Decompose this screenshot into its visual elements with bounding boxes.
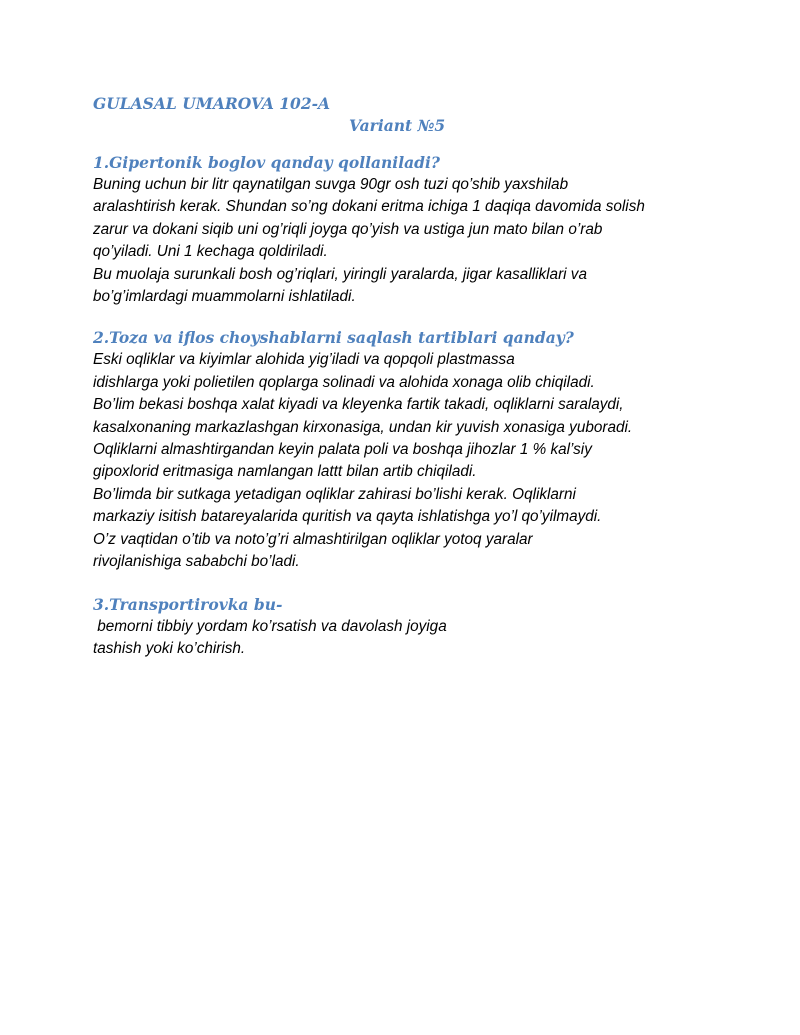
paragraph-line: Buning uchun bir litr qaynatilgan suvga 90gr osh tuzi qo’shib yaxshilab [93, 176, 569, 193]
paragraph-line: idishlarga yoki polietilen qoplarga solinadi va alohida xonaga olib chiqiladi. [93, 373, 595, 391]
paragraph-line: bo’g’imlardagi muammolarni ishlatiladi. [93, 288, 356, 306]
section-3-heading: 3.Transportirovka bu- [93, 594, 283, 614]
paragraph-line: kasalxonaning markazlashgan kirxonasiga, undan kir yuvish xonasiga yuboradi. [93, 418, 633, 436]
paragraph-line: aralashtirish kerak. Shundan so’ng dokani eritma ichiga 1 daqiqa davomida solish [93, 198, 645, 216]
paragraph-line: Eski oqliklar va kiyimlar alohida yig’iladi va qopqoli plastmassa [93, 351, 515, 369]
paragraph-line: rivojlanishiga sababchi bo’ladi. [93, 553, 300, 571]
paragraph-line: O’z vaqtidan o’tib va noto’g’ri almashtirilgan oqliklar yotoq yaralar [93, 530, 533, 548]
section-1-heading: 1.Gipertonik boglov qanday qollaniladi? [93, 153, 440, 172]
section-1-body [93, 174, 713, 308]
section-3-body [93, 616, 713, 661]
author-heading: GULASAL UMAROVA 102-A [93, 94, 331, 113]
paragraph-line: Bo’lim bekasi boshqa xalat kiyadi va kleyenka fartik takadi, oqliklarni saralaydi, [93, 396, 624, 414]
section-2-heading: 2.Toza va iflos choyshablarni saqlash tartiblari qanday? [93, 328, 574, 348]
paragraph-line: Bo’limda bir sutkaga yetadigan oqliklar zahirasi bo’lishi kerak. Oqliklarni [93, 485, 576, 503]
paragraph-line: qo’yiladi. Uni 1 kechaga qoldiriladi. [93, 243, 328, 261]
paragraph-line: tashish yoki ko’chirish. [93, 639, 246, 657]
paragraph-line: Oqliklarni almashtirgandan keyin palata poli va boshqa jihozlar 1 % kal’siy [93, 441, 592, 459]
variant-heading: Variant №5 [349, 116, 446, 135]
paragraph-line: markaziy isitish batareyalarida quritish va qayta ishlatishga yo’l qo’yilmaydi. [93, 508, 602, 526]
paragraph-line: zarur va dokani siqib uni og’riqli joyga qo’yish va ustiga jun mato bilan o’rab [93, 220, 603, 238]
document-body [93, 93, 713, 660]
paragraph-line: bemorni tibbiy yordam ko’rsatish va davolash joyiga [93, 617, 447, 635]
paragraph-line: gipoxlorid eritmasiga namlangan lattt bilan artib chiqiladi. [93, 463, 477, 481]
section-2-body [93, 349, 713, 573]
paragraph-line: Bu muolaja surunkali bosh og’riqlari, yiringli yaralarda, jigar kasalliklari va [93, 265, 587, 283]
